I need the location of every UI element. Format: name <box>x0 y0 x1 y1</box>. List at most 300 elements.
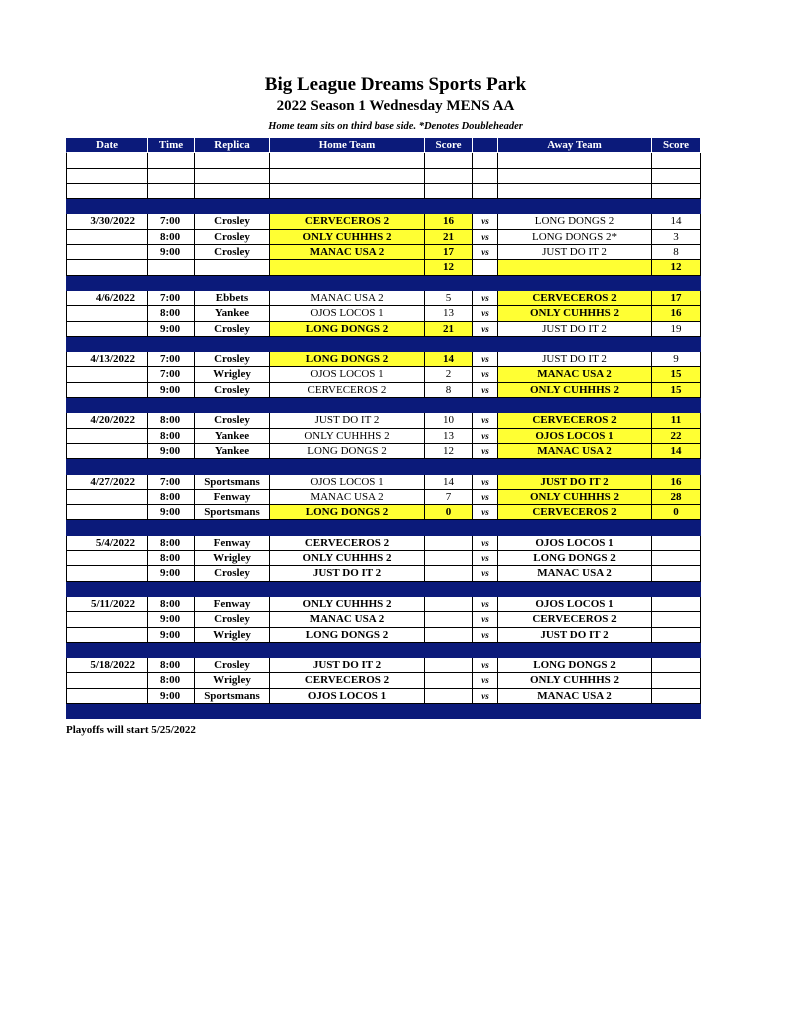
separator-cell <box>195 520 270 535</box>
empty-cell <box>425 153 473 168</box>
away-score <box>652 566 701 581</box>
home-team: JUST DO IT 2 <box>270 413 425 428</box>
away-score <box>652 536 701 551</box>
blank-row <box>66 184 701 199</box>
game-row <box>66 260 701 275</box>
vs-label: vs <box>473 673 498 688</box>
game-replica: Sportsmans <box>195 689 270 704</box>
game-time: 8:00 <box>148 429 195 444</box>
empty-cell <box>148 153 195 168</box>
game-row <box>66 536 701 551</box>
separator-cell <box>66 199 148 214</box>
home-score: 14 <box>425 475 473 490</box>
empty-cell <box>498 184 652 199</box>
separator-cell <box>195 582 270 597</box>
week-separator <box>66 276 701 291</box>
separator-cell <box>425 582 473 597</box>
game-row <box>66 612 701 627</box>
game-replica: Wrigley <box>195 628 270 643</box>
game-date: 4/20/2022 <box>66 413 148 428</box>
home-score: 21 <box>425 230 473 245</box>
header-home-score: Score <box>425 138 473 153</box>
game-replica: Yankee <box>195 444 270 459</box>
game-replica: Crosley <box>195 612 270 627</box>
home-score: 17 <box>425 245 473 260</box>
game-row <box>66 658 701 673</box>
header-replica: Replica <box>195 138 270 153</box>
separator-cell <box>652 398 701 413</box>
away-score <box>652 689 701 704</box>
home-team: CERVECEROS 2 <box>270 536 425 551</box>
game-time: 9:00 <box>148 689 195 704</box>
home-team: MANAC USA 2 <box>270 612 425 627</box>
separator-cell <box>270 398 425 413</box>
game-date <box>66 566 148 581</box>
separator-cell <box>66 704 148 719</box>
empty-cell <box>473 169 498 184</box>
separator-cell <box>498 199 652 214</box>
game-time: 8:00 <box>148 597 195 612</box>
separator-cell <box>473 520 498 535</box>
separator-cell <box>498 459 652 474</box>
away-team: JUST DO IT 2 <box>498 352 652 367</box>
separator-cell <box>148 582 195 597</box>
game-time: 8:00 <box>148 658 195 673</box>
vs-label: vs <box>473 383 498 398</box>
away-team: CERVECEROS 2 <box>498 612 652 627</box>
game-row <box>66 291 701 306</box>
away-score: 12 <box>652 260 701 275</box>
game-row <box>66 352 701 367</box>
separator-cell <box>195 643 270 658</box>
game-time: 8:00 <box>148 673 195 688</box>
vs-label: vs <box>473 322 498 337</box>
game-row <box>66 597 701 612</box>
game-replica: Yankee <box>195 429 270 444</box>
separator-cell <box>498 520 652 535</box>
week-separator <box>66 582 701 597</box>
game-date: 4/6/2022 <box>66 291 148 306</box>
empty-cell <box>425 169 473 184</box>
away-team: ONLY CUHHHS 2 <box>498 673 652 688</box>
game-row <box>66 689 701 704</box>
home-score: 12 <box>425 260 473 275</box>
home-team: LONG DONGS 2 <box>270 505 425 520</box>
separator-cell <box>66 643 148 658</box>
game-row <box>66 444 701 459</box>
separator-cell <box>148 398 195 413</box>
separator-cell <box>148 199 195 214</box>
separator-cell <box>270 459 425 474</box>
separator-cell <box>195 704 270 719</box>
game-date <box>66 383 148 398</box>
week-separator <box>66 704 701 719</box>
separator-cell <box>270 582 425 597</box>
home-score: 8 <box>425 383 473 398</box>
separator-cell <box>270 199 425 214</box>
empty-cell <box>66 184 148 199</box>
game-replica: Wrigley <box>195 673 270 688</box>
game-date <box>66 230 148 245</box>
game-replica: Crosley <box>195 413 270 428</box>
home-score <box>425 551 473 566</box>
away-team: CERVECEROS 2 <box>498 505 652 520</box>
separator-cell <box>652 520 701 535</box>
game-time: 9:00 <box>148 322 195 337</box>
game-time: 9:00 <box>148 444 195 459</box>
vs-label: vs <box>473 536 498 551</box>
header-away-team: Away Team <box>498 138 652 153</box>
away-score: 8 <box>652 245 701 260</box>
game-row <box>66 429 701 444</box>
away-team: LONG DONGS 2 <box>498 658 652 673</box>
away-team: ONLY CUHHHS 2 <box>498 490 652 505</box>
away-team: JUST DO IT 2 <box>498 322 652 337</box>
game-date <box>66 306 148 321</box>
game-date <box>66 689 148 704</box>
empty-cell <box>270 153 425 168</box>
game-replica: Crosley <box>195 322 270 337</box>
away-team: LONG DONGS 2* <box>498 230 652 245</box>
game-date <box>66 673 148 688</box>
separator-cell <box>473 582 498 597</box>
away-score: 22 <box>652 429 701 444</box>
separator-cell <box>425 276 473 291</box>
home-team: LONG DONGS 2 <box>270 322 425 337</box>
home-team: OJOS LOCOS 1 <box>270 367 425 382</box>
home-team: ONLY CUHHHS 2 <box>270 429 425 444</box>
game-time: 9:00 <box>148 566 195 581</box>
game-row <box>66 367 701 382</box>
separator-cell <box>473 337 498 352</box>
game-replica: Crosley <box>195 230 270 245</box>
game-row <box>66 566 701 581</box>
empty-cell <box>270 169 425 184</box>
separator-cell <box>425 643 473 658</box>
vs-label: vs <box>473 306 498 321</box>
separator-cell <box>66 459 148 474</box>
empty-cell <box>270 184 425 199</box>
separator-cell <box>425 520 473 535</box>
game-date <box>66 612 148 627</box>
schedule-table <box>66 138 701 719</box>
vs-label: vs <box>473 429 498 444</box>
game-replica: Sportsmans <box>195 505 270 520</box>
game-date <box>66 628 148 643</box>
separator-cell <box>148 704 195 719</box>
separator-cell <box>652 276 701 291</box>
separator-cell <box>148 520 195 535</box>
game-date: 5/4/2022 <box>66 536 148 551</box>
separator-cell <box>498 704 652 719</box>
away-score: 15 <box>652 383 701 398</box>
game-replica: Fenway <box>195 597 270 612</box>
home-team: JUST DO IT 2 <box>270 658 425 673</box>
separator-cell <box>66 398 148 413</box>
home-team: CERVECEROS 2 <box>270 383 425 398</box>
separator-cell <box>473 643 498 658</box>
header-time: Time <box>148 138 195 153</box>
vs-label: vs <box>473 597 498 612</box>
game-replica: Crosley <box>195 566 270 581</box>
header-away-score: Score <box>652 138 701 153</box>
separator-cell <box>66 520 148 535</box>
game-date: 5/18/2022 <box>66 658 148 673</box>
game-date <box>66 245 148 260</box>
separator-cell <box>652 643 701 658</box>
vs-label <box>473 260 498 275</box>
home-score <box>425 628 473 643</box>
away-team: OJOS LOCOS 1 <box>498 429 652 444</box>
home-score <box>425 536 473 551</box>
empty-cell <box>473 184 498 199</box>
home-score: 12 <box>425 444 473 459</box>
away-score: 16 <box>652 475 701 490</box>
game-replica: Sportsmans <box>195 475 270 490</box>
separator-cell <box>652 337 701 352</box>
separator-cell <box>652 459 701 474</box>
game-time: 9:00 <box>148 505 195 520</box>
away-score: 3 <box>652 230 701 245</box>
separator-cell <box>473 459 498 474</box>
game-date <box>66 505 148 520</box>
home-team: OJOS LOCOS 1 <box>270 306 425 321</box>
separator-cell <box>195 398 270 413</box>
away-team: CERVECEROS 2 <box>498 413 652 428</box>
home-score: 21 <box>425 322 473 337</box>
home-score: 13 <box>425 306 473 321</box>
separator-cell <box>498 398 652 413</box>
separator-cell <box>195 459 270 474</box>
vs-label: vs <box>473 352 498 367</box>
away-team: OJOS LOCOS 1 <box>498 536 652 551</box>
home-score: 5 <box>425 291 473 306</box>
game-replica: Crosley <box>195 383 270 398</box>
game-date <box>66 444 148 459</box>
empty-cell <box>195 184 270 199</box>
away-score: 9 <box>652 352 701 367</box>
home-score <box>425 673 473 688</box>
home-score: 10 <box>425 413 473 428</box>
vs-label: vs <box>473 444 498 459</box>
week-separator <box>66 459 701 474</box>
week-separator <box>66 337 701 352</box>
away-score: 19 <box>652 322 701 337</box>
page-title: Big League Dreams Sports Park <box>264 74 527 95</box>
home-score <box>425 566 473 581</box>
away-score: 14 <box>652 214 701 229</box>
separator-cell <box>498 276 652 291</box>
header-home-team: Home Team <box>270 138 425 153</box>
game-replica: Crosley <box>195 352 270 367</box>
vs-label: vs <box>473 628 498 643</box>
vs-label: vs <box>473 490 498 505</box>
away-score: 16 <box>652 306 701 321</box>
game-row <box>66 673 701 688</box>
away-score <box>652 628 701 643</box>
home-team: LONG DONGS 2 <box>270 444 425 459</box>
away-team: JUST DO IT 2 <box>498 245 652 260</box>
away-score: 11 <box>652 413 701 428</box>
separator-cell <box>473 199 498 214</box>
home-score <box>425 689 473 704</box>
game-replica: Wrigley <box>195 367 270 382</box>
home-team: MANAC USA 2 <box>270 490 425 505</box>
game-time: 7:00 <box>148 475 195 490</box>
game-date: 5/11/2022 <box>66 597 148 612</box>
game-row <box>66 628 701 643</box>
empty-cell <box>148 184 195 199</box>
away-team: CERVECEROS 2 <box>498 291 652 306</box>
game-row <box>66 505 701 520</box>
separator-cell <box>66 582 148 597</box>
game-row <box>66 413 701 428</box>
home-score: 14 <box>425 352 473 367</box>
game-replica: Crosley <box>195 214 270 229</box>
empty-cell <box>652 169 701 184</box>
home-score: 7 <box>425 490 473 505</box>
game-date: 4/13/2022 <box>66 352 148 367</box>
game-row <box>66 245 701 260</box>
empty-cell <box>66 169 148 184</box>
separator-cell <box>473 704 498 719</box>
separator-cell <box>652 704 701 719</box>
week-separator <box>66 199 701 214</box>
home-score <box>425 658 473 673</box>
vs-label: vs <box>473 505 498 520</box>
separator-cell <box>195 276 270 291</box>
away-score <box>652 551 701 566</box>
game-time: 7:00 <box>148 291 195 306</box>
separator-cell <box>473 398 498 413</box>
game-row <box>66 214 701 229</box>
game-date <box>66 429 148 444</box>
blank-row <box>66 153 701 168</box>
vs-label: vs <box>473 475 498 490</box>
game-time: 8:00 <box>148 306 195 321</box>
away-team: OJOS LOCOS 1 <box>498 597 652 612</box>
home-score: 13 <box>425 429 473 444</box>
vs-label: vs <box>473 214 498 229</box>
away-score <box>652 673 701 688</box>
separator-cell <box>498 337 652 352</box>
away-team: ONLY CUHHHS 2 <box>498 383 652 398</box>
game-replica: Fenway <box>195 536 270 551</box>
home-score <box>425 597 473 612</box>
header-vs <box>473 138 498 153</box>
game-date: 3/30/2022 <box>66 214 148 229</box>
separator-cell <box>425 199 473 214</box>
week-separator <box>66 398 701 413</box>
game-date <box>66 551 148 566</box>
away-team: LONG DONGS 2 <box>498 214 652 229</box>
separator-cell <box>270 276 425 291</box>
home-score: 16 <box>425 214 473 229</box>
separator-cell <box>652 199 701 214</box>
empty-cell <box>425 184 473 199</box>
empty-cell <box>195 169 270 184</box>
playoffs-note: Playoffs will start 5/25/2022 <box>66 724 196 736</box>
away-team <box>498 260 652 275</box>
away-team: MANAC USA 2 <box>498 444 652 459</box>
separator-cell <box>270 704 425 719</box>
empty-cell <box>498 169 652 184</box>
separator-cell <box>148 337 195 352</box>
separator-cell <box>270 520 425 535</box>
home-team: MANAC USA 2 <box>270 291 425 306</box>
game-time: 8:00 <box>148 551 195 566</box>
home-team: ONLY CUHHHS 2 <box>270 551 425 566</box>
separator-cell <box>652 582 701 597</box>
separator-cell <box>148 643 195 658</box>
game-time <box>148 260 195 275</box>
game-replica: Ebbets <box>195 291 270 306</box>
away-team: JUST DO IT 2 <box>498 628 652 643</box>
game-time: 8:00 <box>148 230 195 245</box>
separator-cell <box>148 459 195 474</box>
separator-cell <box>425 398 473 413</box>
home-score <box>425 612 473 627</box>
separator-cell <box>425 459 473 474</box>
game-replica <box>195 260 270 275</box>
away-score <box>652 597 701 612</box>
game-time: 9:00 <box>148 628 195 643</box>
separator-cell <box>425 337 473 352</box>
home-team: ONLY CUHHHS 2 <box>270 230 425 245</box>
game-row <box>66 322 701 337</box>
separator-cell <box>66 276 148 291</box>
header-date: Date <box>66 138 148 153</box>
game-time: 9:00 <box>148 245 195 260</box>
game-time: 8:00 <box>148 413 195 428</box>
schedule-note: Home team sits on third base side. *Denotes Doubleheader <box>268 121 523 132</box>
game-date <box>66 322 148 337</box>
empty-cell <box>195 153 270 168</box>
empty-cell <box>652 153 701 168</box>
away-score: 14 <box>652 444 701 459</box>
separator-cell <box>195 199 270 214</box>
vs-label: vs <box>473 230 498 245</box>
home-score: 0 <box>425 505 473 520</box>
week-separator <box>66 643 701 658</box>
home-team: LONG DONGS 2 <box>270 352 425 367</box>
home-team: JUST DO IT 2 <box>270 566 425 581</box>
away-score: 17 <box>652 291 701 306</box>
vs-label: vs <box>473 291 498 306</box>
separator-cell <box>425 704 473 719</box>
game-time: 7:00 <box>148 367 195 382</box>
game-date <box>66 260 148 275</box>
week-separator <box>66 520 701 535</box>
away-score: 28 <box>652 490 701 505</box>
away-team: MANAC USA 2 <box>498 689 652 704</box>
away-team: LONG DONGS 2 <box>498 551 652 566</box>
empty-cell <box>652 184 701 199</box>
table-header-row <box>66 138 701 153</box>
game-row <box>66 230 701 245</box>
game-row <box>66 490 701 505</box>
away-score <box>652 612 701 627</box>
empty-cell <box>66 153 148 168</box>
blank-row <box>66 169 701 184</box>
separator-cell <box>270 643 425 658</box>
game-row <box>66 383 701 398</box>
home-team: OJOS LOCOS 1 <box>270 475 425 490</box>
home-score: 2 <box>425 367 473 382</box>
vs-label: vs <box>473 612 498 627</box>
game-row <box>66 306 701 321</box>
empty-cell <box>148 169 195 184</box>
